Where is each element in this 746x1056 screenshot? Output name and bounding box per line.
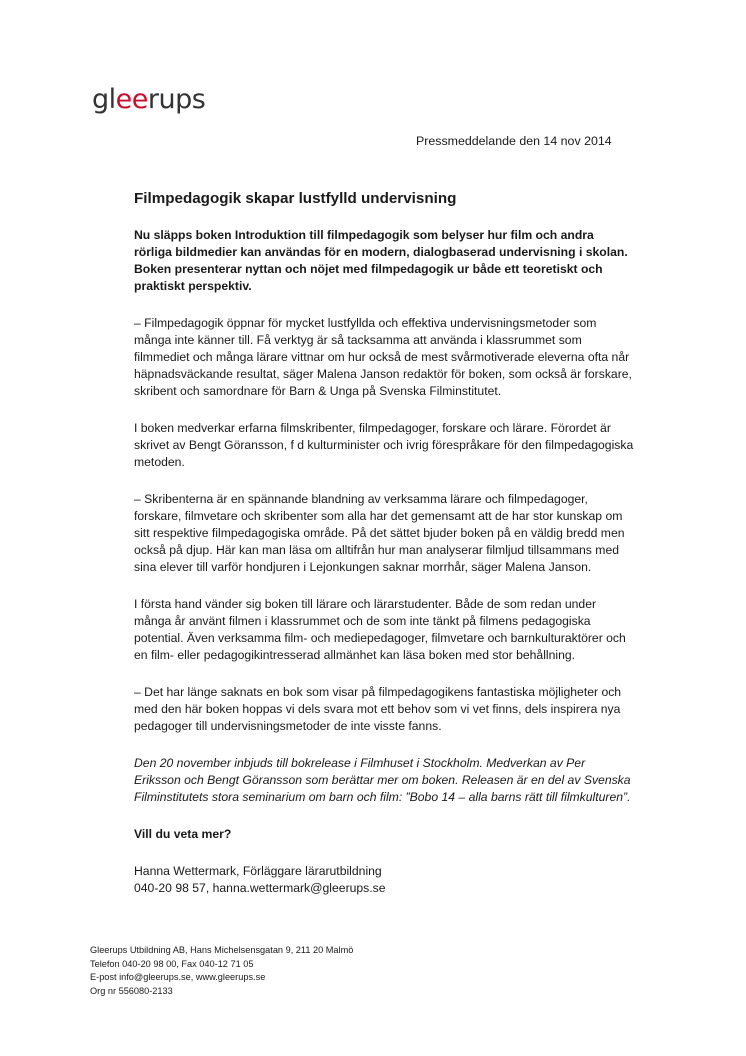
contact-heading: Vill du veta mer? bbox=[134, 827, 232, 841]
logo-suffix: rups bbox=[147, 84, 206, 115]
footer-email-web: E-post info@gleerups.se, www.gleerups.se bbox=[90, 972, 266, 983]
footer-org: Org nr 556080-2133 bbox=[90, 985, 173, 996]
press-release-body bbox=[134, 190, 634, 917]
event-paragraph: Den 20 november inbjuds till bokrelease i Filmhuset i Stockholm. Medverkan av Per Eriksson och Bengt Göransson som berättar mer om boken. Releasen är en del av Svenska Filminstitutets stora seminarium om barn och film: ”Bobo 14 – alla barns rätt till filmkulturen”. bbox=[134, 756, 631, 804]
footer-address: Gleerups Utbildning AB, Hans Michelsensgatan 9, 211 20 Malmö bbox=[90, 945, 354, 955]
page-title: Filmpedagogik skapar lustfylld undervisning bbox=[134, 190, 457, 207]
logo-accent: ee bbox=[115, 84, 148, 115]
footer-phone: Telefon 040-20 98 00, Fax 040-12 71 05 bbox=[90, 958, 254, 969]
body-paragraph-4: I första hand vänder sig boken till lärare och lärarstudenter. Både de som redan under många år använt filmen i klassrummet och de som inte tänkt på filmens pedagogiska potential. Även verksamma film- och mediepedagoger, filmvetare och barnkulturaktörer och en film- eller pedagogikintresserad allmänhet kan läsa boken med stor behållning. bbox=[134, 597, 626, 662]
contact-phone-email: 040-20 98 57, hanna.wettermark@gleerups.se bbox=[134, 881, 386, 895]
body-paragraph-5: – Det har länge saknats en bok som visar på filmpedagogikens fantastiska möjligheter och med den här boken hoppas vi dels svara mot ett behov som vi vet finns, dels inspirera nya pedagoger till undervisningsmetoder de inte visste fanns. bbox=[134, 685, 622, 733]
body-paragraph-3: – Skribenterna är en spännande blandning av verksamma lärare och filmpedagoger, forskare, filmvetare och skribenter som alla har det gemensamt att de har stor kunskap om sitt respektive filmpedagogiska område. På det sättet bjuder boken på en väldig bredd men också på djup. Här kan man läsa om alltifrån hur man analyserar filmljud tillsammans med sina elever till varför hondjuren i Lejonkungen saknar morrhår, säger Malena Janson. bbox=[134, 492, 625, 574]
lead-paragraph: Nu släpps boken Introduktion till filmpedagogik som belyser hur film och andra rörliga bildmedier kan användas för en modern, dialogbaserad undervisning i skolan. Boken presenterar nyttan och nöjet med filmpedagogik ur både ett teoretiskt och praktiskt perspektiv. bbox=[134, 228, 628, 293]
gleerups-logo bbox=[92, 84, 205, 115]
logo-prefix: gl bbox=[92, 84, 116, 115]
contact-block bbox=[134, 863, 634, 897]
body-paragraph-1: – Filmpedagogik öppnar för mycket lustfyllda och effektiva undervisningsmetoder som många inte känner till. Få verktyg är så tacksamma att använda i klassrummet som filmmediet och många lärare vittnar om hur också de mest svårmotiverade eleverna ofta når häpnadsväckande resultat, säger Malena Janson redaktör för boken, som också är forskare, skribent och samordnare för Barn & Unga på Svenska Filminstitutet. bbox=[134, 316, 632, 398]
company-footer bbox=[90, 944, 353, 998]
contact-name: Hanna Wettermark, Förläggare lärarutbildning bbox=[134, 864, 382, 878]
body-paragraph-2: I boken medverkar erfarna filmskribenter, filmpedagoger, forskare och lärare. Förordet är skrivet av Bengt Göransson, f d kulturminister och ivrig förespråkare för den filmpedagogiska metoden. bbox=[134, 421, 634, 469]
press-release-date: Pressmeddelande den 14 nov 2014 bbox=[416, 134, 612, 148]
